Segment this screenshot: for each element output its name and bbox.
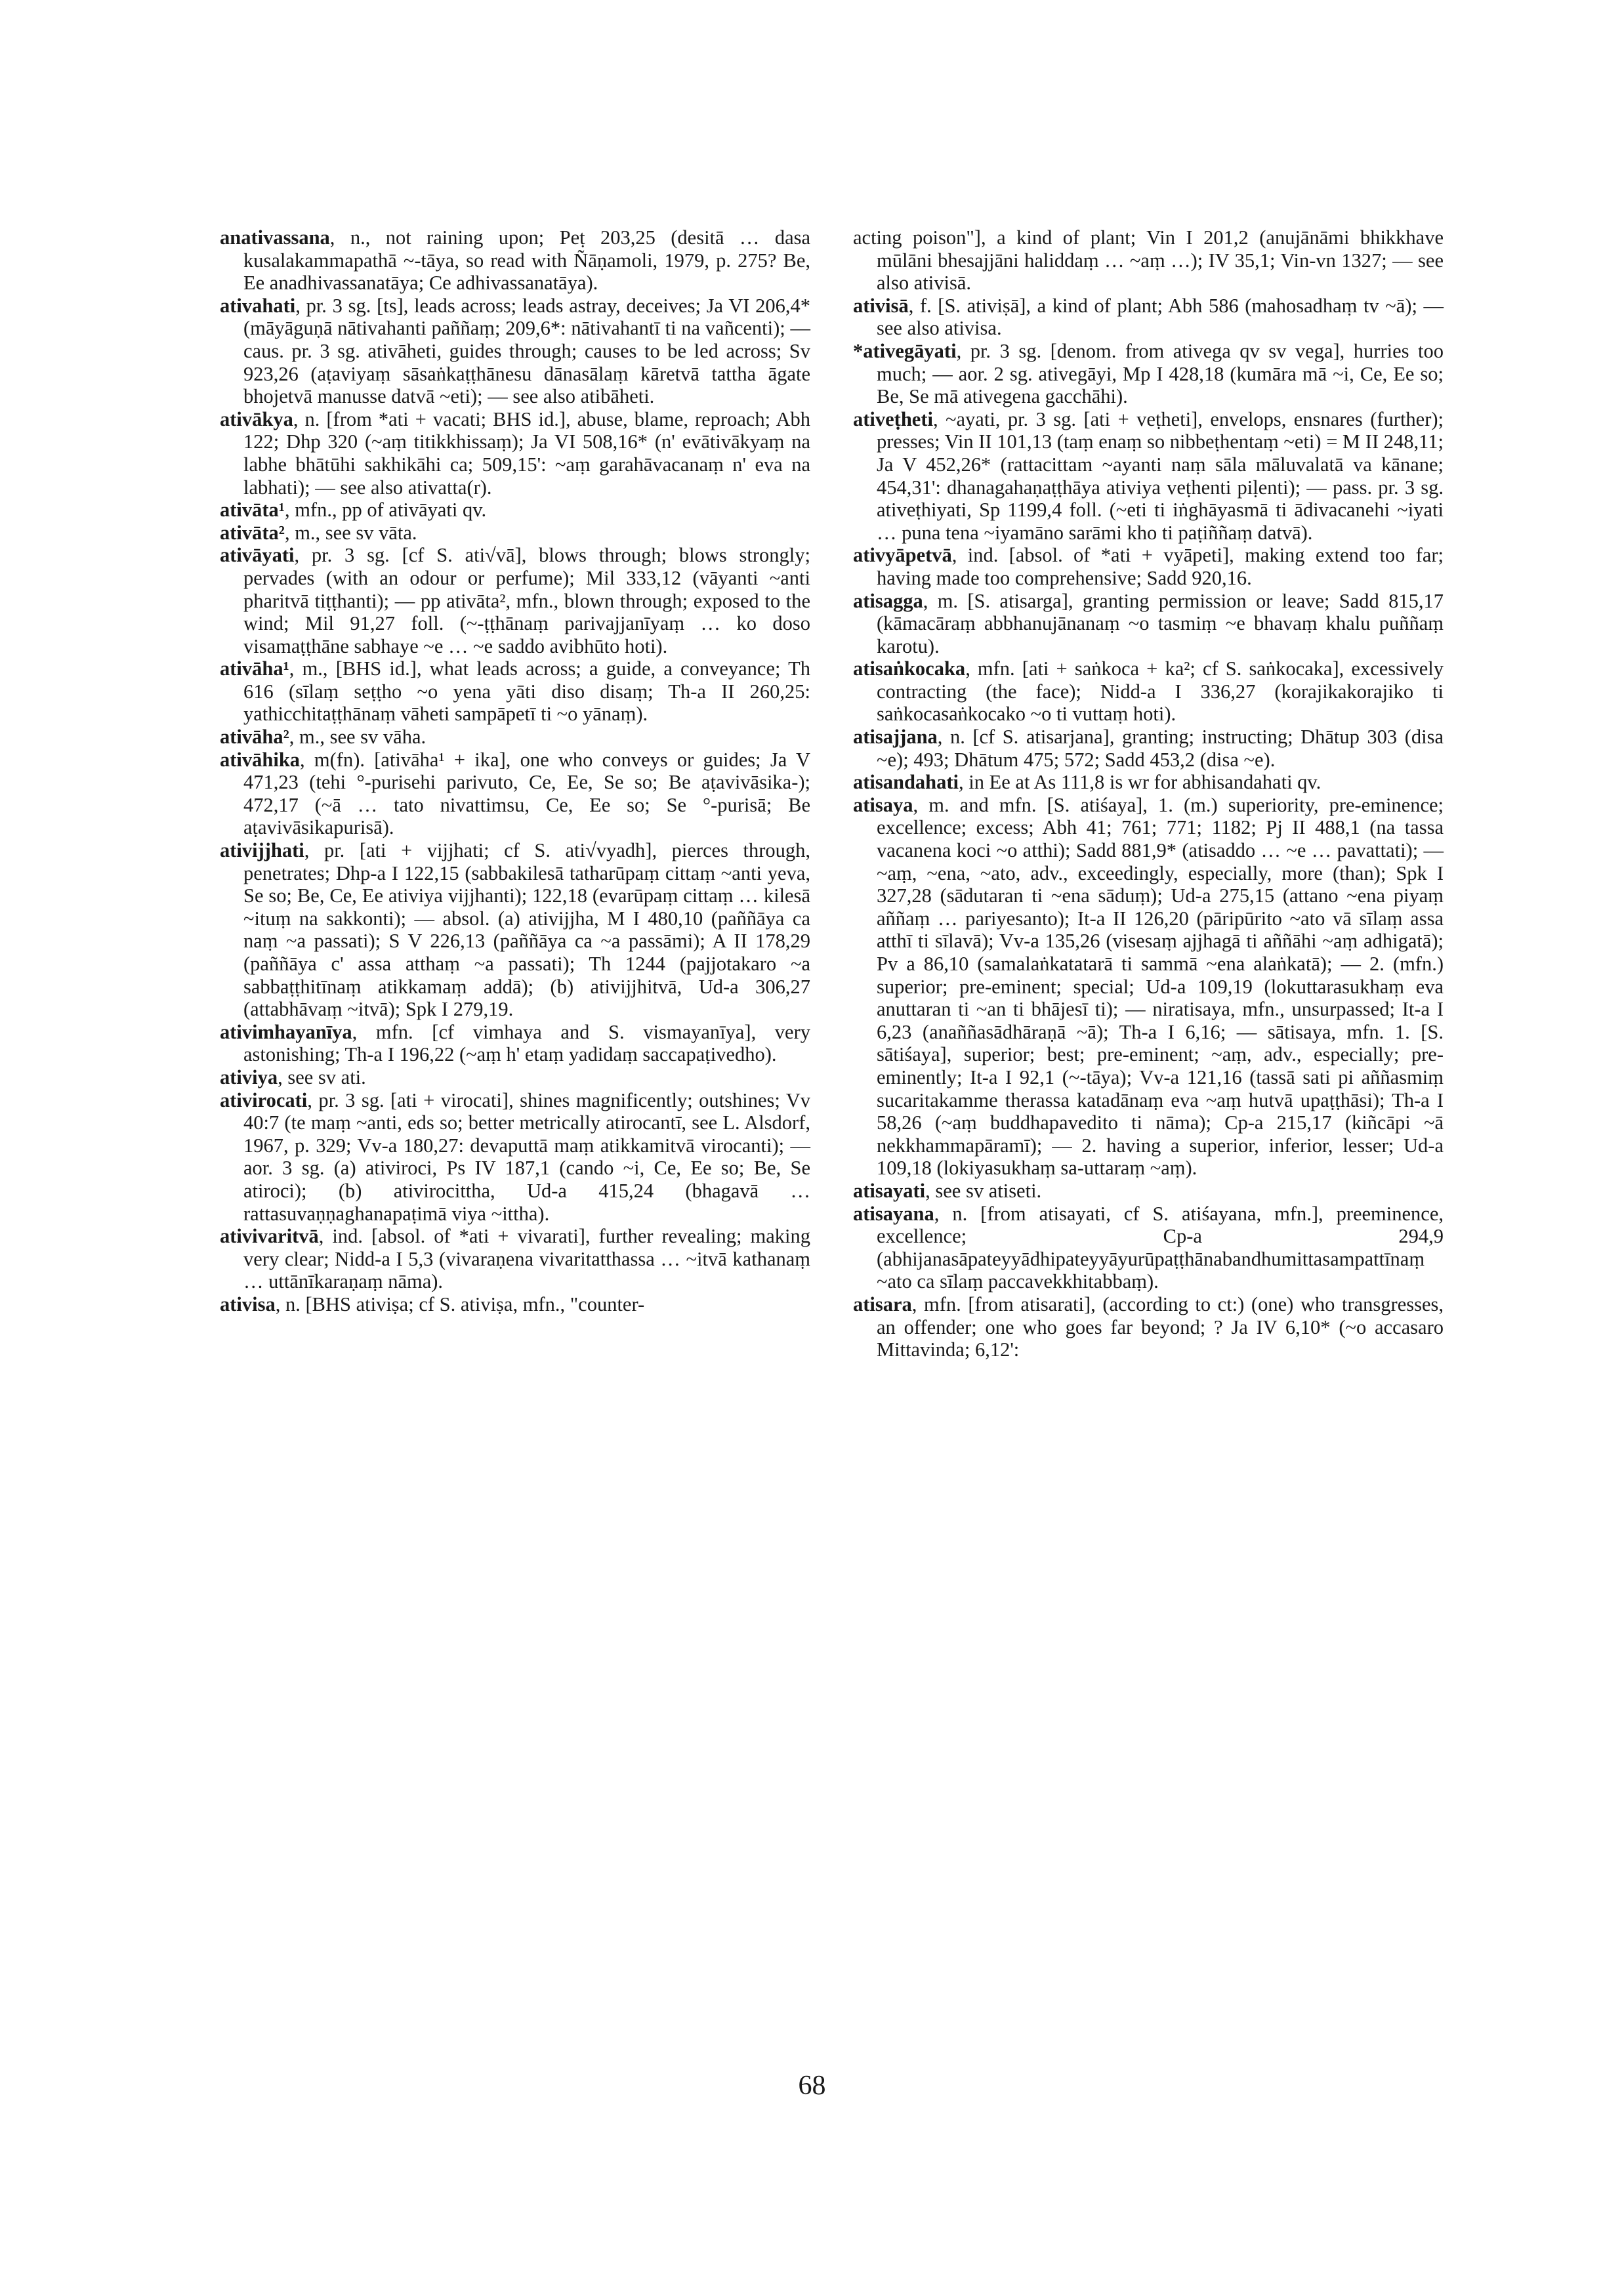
entry-text: mfn. [ati + saṅkoca + ka²; cf S. saṅkocaka], excessively contracting (the face); Nidd-a I 336,27 (korajikakorajiko ti saṅkocasaṅkocako ~o ti vuttaṃ hoti). xyxy=(877,657,1444,726)
dictionary-entry: ativāyati, pr. 3 sg. [cf S. ati√vā], blows through; blows strongly; pervades (with an odour or perfume); Mil 333,12 (vāyanti ~anti pharitvā tiṭṭhanti); — pp ativāta², mfn., blown through; exposed to the wind; Mil 91,27 foll. (~-ṭṭhānaṃ parivajjanīyaṃ … ko doso visamaṭṭhāne sabhaye ~e … ~e saddo avibhūto hoti). xyxy=(220,544,810,657)
dictionary-entry: atisagga, m. [S. atisarga], granting permission or leave; Sadd 815,17 (kāmacāraṃ abbhanujānanaṃ ~o tasmiṃ ~e bhavaṃ khalu puññaṃ karotu). xyxy=(853,589,1444,657)
headword: ativiya xyxy=(220,1065,278,1088)
entry-text: pr. 3 sg. [ati + virocati], shines magnificently; outshines; Vv 40:7 (te maṃ ~anti, eds so; better metrically atirocantī, see L. Alsdorf, 1967, p. 329; Vv-a 180,27: devaputtā maṃ atikkamitvā virocanti); — aor. 3 sg. (a) ativiroci, Ps IV 187,1 (cando ~i, Ce, Ee so; Be, Se atiroci); (b) ativirocittha, Ud-a 415,24 (bhagavā … rattasuvaṇṇaghanapaṭimā viya ~ittha). xyxy=(243,1088,811,1225)
entry-text: n. [from atisayati, cf S. atiśayana, mfn.], preeminence, excellence; Cp-a 294,9 (abhijanasāpateyyādhipateyyāyurūpaṭṭhānabandhumittasampattīnaṃ ~ato ca sīlaṃ paccavekkhitabbaṃ). xyxy=(877,1202,1444,1293)
headword: atisaṅkocaka xyxy=(853,657,966,680)
dictionary-entry: atisajjana, n. [cf S. atisarjana], granting; instructing; Dhātup 303 (disa ~e); 493; Dhātum 475; 572; Sadd 453,2 (disa ~e). xyxy=(853,726,1444,771)
entry-text: ind. [absol. of *ati + vyāpeti], making extend too far; having made too comprehensive; Sadd 920,16. xyxy=(877,544,1444,589)
headword: atisayati xyxy=(853,1179,926,1202)
entry-text: mfn. [cf vimhaya and S. vismayanīya], very astonishing; Th-a I 196,22 (~aṃ h' etaṃ yadidaṃ saccapaṭivedho). xyxy=(243,1020,811,1066)
entry-text: m., [BHS id.], what leads across; a guide, a conveyance; Th 616 (sīlaṃ seṭṭho ~o yena yāti diso disaṃ; Th-a II 260,25: yathicchitaṭṭhānaṃ vāheti sampāpetī ti ~o yānaṃ). xyxy=(243,657,810,726)
dictionary-entry: atisaṅkocaka, mfn. [ati + saṅkoca + ka²; cf S. saṅkocaka], excessively contracting (the face); Nidd-a I 336,27 (korajikakorajiko ti saṅkocasaṅkocako ~o ti vuttaṃ hoti). xyxy=(853,657,1444,726)
dictionary-entry: ativāta², m., see sv vāta. xyxy=(220,521,417,544)
dictionary-entry: ativirocati, pr. 3 sg. [ati + virocati], shines magnificently; outshines; Vv 40:7 (te maṃ ~anti, eds so; better metrically atirocantī, see L. Alsdorf, 1967, p. 329; Vv-a 180,27: devaputtā maṃ atikkamitvā virocanti); — aor. 3 sg. (a) ativiroci, Ps IV 187,1 (cando ~i, Ce, Ee so; Be, Se atiroci); (b) ativirocittha, Ud-a 415,24 (bhagavā … rattasuvaṇṇaghanapaṭimā viya ~ittha). xyxy=(220,1088,811,1225)
headword: ativisa xyxy=(220,1292,276,1315)
headword: atisandahati xyxy=(853,771,959,794)
dictionary-entry: ativisā, f. [S. ativiṣā], a kind of plant; Abh 586 (mahosadhaṃ tv ~ā); — see also ativisa. xyxy=(853,294,1444,340)
entry-text: ~ayati, pr. 3 sg. [ati + veṭheti], envelops, ensnares (further); presses; Vin II 101,13 (taṃ enaṃ so nibbeṭhentaṃ ~eti) = M II 248,11; Ja V 452,26* (rattacittam ~ayanti naṃ sāla māluvalatā va kānane; 454,31': dhanagahaṇaṭṭhāya ativiya veṭhenti piḷenti); — pass. pr. 3 sg. ativeṭhiyati, Sp 1199,4 foll. (~eti ti iṅghāyasmā ti ādivacanehi ~iyati … puna tena ~iyamāno sarāmi kho ti paṭiññaṃ datvā). xyxy=(877,407,1444,544)
dictionary-entry: *ativegāyati, pr. 3 sg. [denom. from ativega qv sv vega], hurries too much; — aor. 2 sg. ativegāyi, Mp I 428,18 (kumāra mā ~i, Ce, Ee so; Be, Se mā ativegena gacchāhi). xyxy=(853,339,1444,408)
entry-text: see sv ati. xyxy=(287,1065,366,1088)
dictionary-entry: ativāhika, m(fn). [ativāha¹ + ika], one who conveys or guides; Ja V 471,23 (tehi °-purisehi parivuto, Ce, Ee, Se so; Be aṭavivāsika-); 472,17 (~ā … tato nivattimsu, Ce, Ee so; Se °-purisā; Be aṭavivāsikapurisā). xyxy=(220,748,811,839)
entry-text: n. [cf S. atisarjana], granting; instructing; Dhātup 303 (disa ~e); 493; Dhātum 475; 572; Sadd 453,2 (disa ~e). xyxy=(877,726,1444,771)
headword: *ativegāyati xyxy=(853,339,957,362)
entry-text: pr. 3 sg. [ts], leads across; leads astray, deceives; Ja VI 206,4* (māyāguṇā nātivahanti paññaṃ; 209,6*: nātivahantī ti na vañcenti); — caus. pr. 3 sg. ativāheti, guides through; causes to be led across; Sv 923,26 (aṭaviyaṃ sāsaṅkaṭṭhānesu dānasālaṃ kāretvā tattha āgate bhojetvā manusse datvā ~eti); — see also atibāheti. xyxy=(243,294,810,408)
entry-text: pr. [ati + vijjhati; cf S. ati√vyadh], pierces through, penetrates; Dhp-a I 122,15 (sabbakilesā tatharūpaṃ cittaṃ ~anti yeva, Se so; Be, Ce, Ee ativiya vijjhanti); 122,18 (evarūpaṃ cittaṃ … kilesā ~ituṃ na sakkonti); — absol. (a) ativijjha, M I 480,10 (paññāya ca naṃ ~a passati); S V 226,13 (paññāya ca ~a passāmi); A II 178,29 (paññāya c' assa atthaṃ ~a passati); Th 1244 (pajjotakaro ~a sabbaṭṭhitīnaṃ atikkamaṃ addā); (b) ativijjhitvā, Ud-a 306,27 (attabhāvaṃ ~itvā); Spk I 279,19. xyxy=(243,839,811,1021)
entry-text: n., not raining upon; Peṭ 203,25 (desitā … dasa kusalakammapathā ~-tāya, so read with Ñāṇamoli, 1979, p. 275? Be, Ee anadhivassanatāya; Ce adhivassanatāya). xyxy=(243,226,811,295)
headword: atisagga xyxy=(853,589,923,612)
dictionary-entry: ativyāpetvā, ind. [absol. of *ati + vyāpeti], making extend too far; having made too comprehensive; Sadd 920,16. xyxy=(853,544,1444,589)
headword: ativāta² xyxy=(220,521,285,544)
entry-text: f. [S. ativiṣā], a kind of plant; Abh 586 (mahosadhaṃ tv ~ā); — see also ativisa. xyxy=(877,294,1444,340)
headword: ativijjhati xyxy=(220,839,304,862)
entry-text: pr. 3 sg. [cf S. ati√vā], blows through; blows strongly; pervades (with an odour or perfume); Mil 333,12 (vāyanti ~anti pharitvā tiṭṭhanti); — pp ativāta², mfn., blown through; exposed to the wind; Mil 91,27 foll. (~-ṭṭhānaṃ parivajjanīyaṃ … ko doso visamaṭṭhāne sabhaye ~e … ~e saddo avibhūto hoti). xyxy=(243,544,810,657)
dictionary-entry xyxy=(853,226,1444,295)
dictionary-entry: ativāha¹, m., [BHS id.], what leads across; a guide, a conveyance; Th 616 (sīlaṃ seṭṭho ~o yena yāti diso disaṃ; Th-a II 260,25: yathicchitaṭṭhānaṃ vāheti sampāpetī ti ~o yānaṃ). xyxy=(220,657,810,726)
headword: atisajjana xyxy=(853,726,938,749)
dictionary-entry: atisayana, n. [from atisayati, cf S. atiśayana, mfn.], preeminence, excellence; Cp-a 294,9 (abhijanasāpateyyādhipateyyāyurūpaṭṭhānabandhumittasampattīnaṃ ~ato ca sīlaṃ paccavekkhitabbaṃ). xyxy=(853,1202,1444,1293)
entry-text: n. [BHS ativiṣa; cf S. ativiṣa, mfn., "counter- xyxy=(285,1292,645,1315)
headword: ativāha¹ xyxy=(220,657,289,680)
dictionary-entry: atisandahati, in Ee at As 111,8 is wr for abhisandahati qv. xyxy=(853,771,1322,794)
headword: ativyāpetvā xyxy=(853,544,952,567)
headword: ativāta¹ xyxy=(220,499,285,522)
page-number: 68 xyxy=(798,2071,826,2101)
headword: ativahati xyxy=(220,294,296,317)
dictionary-entry: ativivaritvā, ind. [absol. of *ati + vivarati], further revealing; making very clear; Nidd-a I 5,3 (vivaraṇena vivaritatthassa … ~itvā kathanaṃ … uttānīkaraṇaṃ nāma). xyxy=(220,1225,810,1293)
dictionary-entry: ativāta¹, mfn., pp of ativāyati qv. xyxy=(220,499,487,522)
dictionary-entry: atisaya, m. and mfn. [S. atiśaya], 1. (m.) superiority, pre-eminence; excellence; excess; Abh 41; 761; 771; 1182; Pj II 488,1 (na tassa vacanena koci ~o atthi); Sadd 881,9* (atisaddo … ~e … pavattati); — ~aṃ, ~ena, ~ato, adv., exceedingly, especially, more (than); Spk I 327,28 (sādutaran ti ~ena sāduṃ); Ud-a 275,15 (attano ~ena piyaṃ aññaṃ … pariyesanto); It-a II 126,20 (pāripūrito ~ato vā sīlaṃ assa atthī ti sīlavā); Vv-a 135,26 (visesaṃ ajjhagā ti aññāhi ~aṃ adhigatā); Pv a 86,10 (samalaṅkatatarā ti sammā ~ena alaṅkatā); — 2. (mfn.) superior; pre-eminent; special; Ud-a 109,19 (lokuttarasukhaṃ eva anuttaran ti ~an ti bhājesī ti); — niratisaya, mfn., unsurpassed; It-a I 6,23 (anaññasādhāraṇā ~ā); Th-a I 6,16; — sātisaya, mfn. 1. [S. sātiśaya], superior; best; pre-eminent; ~aṃ, adv., especially; pre-eminently; It-a I 92,1 (~-tāya); Vv-a 121,16 (tassā sati pi aññasmiṃ sucaritakamme therassa katadānaṃ eva ~aṃ hutvā upaṭṭhāsi); Th-a I 58,26 (~aṃ buddhapavedito ti nāma); Cp-a 215,17 (kiñcāpi ~ā nekkhammapāramī); — 2. having a superior, inferior, lesser; Ud-a 109,18 (lokiyasukhaṃ sa-uttaraṃ ~aṃ). xyxy=(853,793,1444,1180)
headword: ativāhika xyxy=(220,748,301,771)
entry-text: mfn. [from atisarati], (according to ct:) (one) who transgresses, an offender; one who goes far beyond; ? Ja IV 6,10* (~o accasaro Mittavinda; 6,12': xyxy=(877,1292,1444,1361)
dictionary-entry: ativisa, n. [BHS ativiṣa; cf S. ativiṣa, mfn., "counter- xyxy=(220,1292,645,1315)
dictionary-entry: ativahati, pr. 3 sg. [ts], leads across; leads astray, deceives; Ja VI 206,4* (māyāguṇā nātivahanti paññaṃ; 209,6*: nātivahantī ti na vañcenti); — caus. pr. 3 sg. ativāheti, guides through; causes to be led across; Sv 923,26 (aṭaviyaṃ sāsaṅkaṭṭhānesu dānasālaṃ kāretvā tattha āgate bhojetvā manusse datvā ~eti); — see also atibāheti. xyxy=(220,294,810,408)
dictionary-entry: atisayati, see sv atiseti. xyxy=(853,1179,1042,1202)
dictionary-entry: atisara, mfn. [from atisarati], (according to ct:) (one) who transgresses, an offender; one who goes far beyond; ? Ja IV 6,10* (~o accasaro Mittavinda; 6,12': xyxy=(853,1292,1444,1361)
entry-text: acting poison"], a kind of plant; Vin I 201,2 (anujānāmi bhikkhave mūlāni bhesajjāni haliddaṃ … ~aṃ …); IV 35,1; Vin-vn 1327; — see also ativisā. xyxy=(853,226,1444,295)
headword: ativimhayanīya xyxy=(220,1020,352,1043)
dictionary-entry: ativiya, see sv ati. xyxy=(220,1065,366,1088)
entry-text: m., see sv vāta. xyxy=(295,521,417,544)
headword: ativāyati xyxy=(220,544,295,567)
entry-text: n. [from *ati + vacati; BHS id.], abuse, blame, reproach; Abh 122; Dhp 320 (~aṃ titikkhissaṃ); Ja VI 508,16* (n' evātivākyaṃ na labhe bhātūhi sakhikāhi ca; 509,15': ~aṃ garahāvacanaṃ n' eva na labhati); — see also ativatta(r). xyxy=(243,407,810,499)
dictionary-entry: anativassana, n., not raining upon; Peṭ 203,25 (desitā … dasa kusalakammapathā ~-tāya, so read with Ñāṇamoli, 1979, p. 275? Be, Ee anadhivassanatāya; Ce adhivassanatāya). xyxy=(220,226,811,295)
entry-text: m. [S. atisarga], granting permission or leave; Sadd 815,17 (kāmacāraṃ abbhanujānanaṃ ~o tasmiṃ ~e bhavaṃ khalu puññaṃ karotu). xyxy=(877,589,1444,657)
right-column xyxy=(853,226,1444,1361)
headword: anativassana xyxy=(220,226,330,249)
dictionary-entry: ativāha², m., see sv vāha. xyxy=(220,726,427,749)
dictionary-entry: ativeṭheti, ~ayati, pr. 3 sg. [ati + veṭheti], envelops, ensnares (further); presses; Vin II 101,13 (taṃ enaṃ so nibbeṭhentaṃ ~eti) = M II 248,11; Ja V 452,26* (rattacittam ~ayanti naṃ sāla māluvalatā va kānane; 454,31': dhanagahaṇaṭṭhāya ativiya veṭhenti piḷenti); — pass. pr. 3 sg. ativeṭhiyati, Sp 1199,4 foll. (~eti ti iṅghāyasmā ti ādivacanehi ~iyati … puna tena ~iyamāno sarāmi kho ti paṭiññaṃ datvā). xyxy=(853,407,1444,544)
entry-text: m., see sv vāha. xyxy=(299,726,427,749)
headword: ativeṭheti xyxy=(853,407,933,430)
headword: ativisā xyxy=(853,294,909,317)
entry-text: mfn., pp of ativāyati qv. xyxy=(295,499,487,522)
left-column xyxy=(220,226,810,1316)
headword: ativirocati xyxy=(220,1088,308,1111)
dictionary-entry: ativijjhati, pr. [ati + vijjhati; cf S. ati√vyadh], pierces through, penetrates; Dhp-a I 122,15 (sabbakilesā tatharūpaṃ cittaṃ ~anti yeva, Se so; Be, Ce, Ee ativiya vijjhanti); 122,18 (evarūpaṃ cittaṃ … kilesā ~ituṃ na sakkonti); — absol. (a) ativijjha, M I 480,10 (paññāya ca naṃ ~a passati); S V 226,13 (paññāya ca ~a passāmi); A II 178,29 (paññāya c' assa atthaṃ ~a passati); Th 1244 (pajjotakaro ~a sabbaṭṭhitīnaṃ atikkamaṃ addā); (b) ativijjhitvā, Ud-a 306,27 (attabhāvaṃ ~itvā); Spk I 279,19. xyxy=(220,839,811,1021)
dictionary-entry: ativimhayanīya, mfn. [cf vimhaya and S. vismayanīya], very astonishing; Th-a I 196,22 (~aṃ h' etaṃ yadidaṃ saccapaṭivedho). xyxy=(220,1020,811,1066)
entry-text: m(fn). [ativāha¹ + ika], one who conveys or guides; Ja V 471,23 (tehi °-purisehi parivuto, Ce, Ee, Se so; Be aṭavivāsika-); 472,17 (~ā … tato nivattimsu, Ce, Ee so; Se °-purisā; Be aṭavivāsikapurisā). xyxy=(243,748,811,839)
entry-text: in Ee at As 111,8 is wr for abhisandahati qv. xyxy=(968,771,1322,794)
entry-text: see sv atiseti. xyxy=(935,1179,1042,1202)
entry-text: ind. [absol. of *ati + vivarati], further revealing; making very clear; Nidd-a I 5,3 (vivaraṇena vivaritatthassa … ~itvā kathanaṃ … uttānīkaraṇaṃ nāma). xyxy=(243,1225,810,1293)
headword: ativivaritvā xyxy=(220,1225,319,1248)
entry-text: m. and mfn. [S. atiśaya], 1. (m.) superiority, pre-eminence; excellence; excess; Abh 41; 761; 771; 1182; Pj II 488,1 (na tassa vacanena koci ~o atthi); Sadd 881,9* (atisaddo … ~e … pavattati); — ~aṃ, ~ena, ~ato, adv., exceedingly, especially, more (than); Spk I 327,28 (sādutaran ti ~ena sāduṃ); Ud-a 275,15 (attano ~ena piyaṃ aññaṃ … pariyesanto); It-a II 126,20 (pāripūrito ~ato vā sīlaṃ assa atthī ti sīlavā); Vv-a 135,26 (visesaṃ ajjhagā ti aññāhi ~aṃ adhigatā); Pv a 86,10 (samalaṅkatatarā ti sammā ~ena alaṅkatā); — 2. (mfn.) superior; pre-eminent; special; Ud-a 109,19 (lokuttarasukhaṃ eva anuttaran ti ~an ti bhājesī ti); — niratisaya, mfn., unsurpassed; It-a I 6,23 (anaññasādhāraṇā ~ā); Th-a I 6,16; — sātisaya, mfn. 1. [S. sātiśaya], superior; best; pre-eminent; ~aṃ, adv., especially; pre-eminently; It-a I 92,1 (~-tāya); Vv-a 121,16 (tassā sati pi aññasmiṃ sucaritakamme therassa katadānaṃ eva ~aṃ hutvā upaṭṭhāsi); Th-a I 58,26 (~aṃ buddhapavedito ti nāma); Cp-a 215,17 (kiñcāpi ~ā nekkhammapāramī); — 2. having a superior, inferior, lesser; Ud-a 109,18 (lokiyasukhaṃ sa-uttaraṃ ~aṃ). xyxy=(877,793,1444,1180)
headword: atisara xyxy=(853,1292,912,1315)
headword: atisayana xyxy=(853,1202,934,1225)
headword: ativāha² xyxy=(220,726,289,749)
headword: atisaya xyxy=(853,793,913,816)
entry-text: pr. 3 sg. [denom. from ativega qv sv vega], hurries too much; — aor. 2 sg. ativegāyi, Mp I 428,18 (kumāra mā ~i, Ce, Ee so; Be, Se mā ativegena gacchāhi). xyxy=(877,339,1444,408)
dictionary-entry: ativākya, n. [from *ati + vacati; BHS id.], abuse, blame, reproach; Abh 122; Dhp 320 (~aṃ titikkhissaṃ); Ja VI 508,16* (n' evātivākyaṃ na labhe bhātūhi sakhikāhi ca; 509,15': ~aṃ garahāvacanaṃ n' eva na labhati); — see also ativatta(r). xyxy=(220,407,810,499)
headword: ativākya xyxy=(220,407,293,430)
